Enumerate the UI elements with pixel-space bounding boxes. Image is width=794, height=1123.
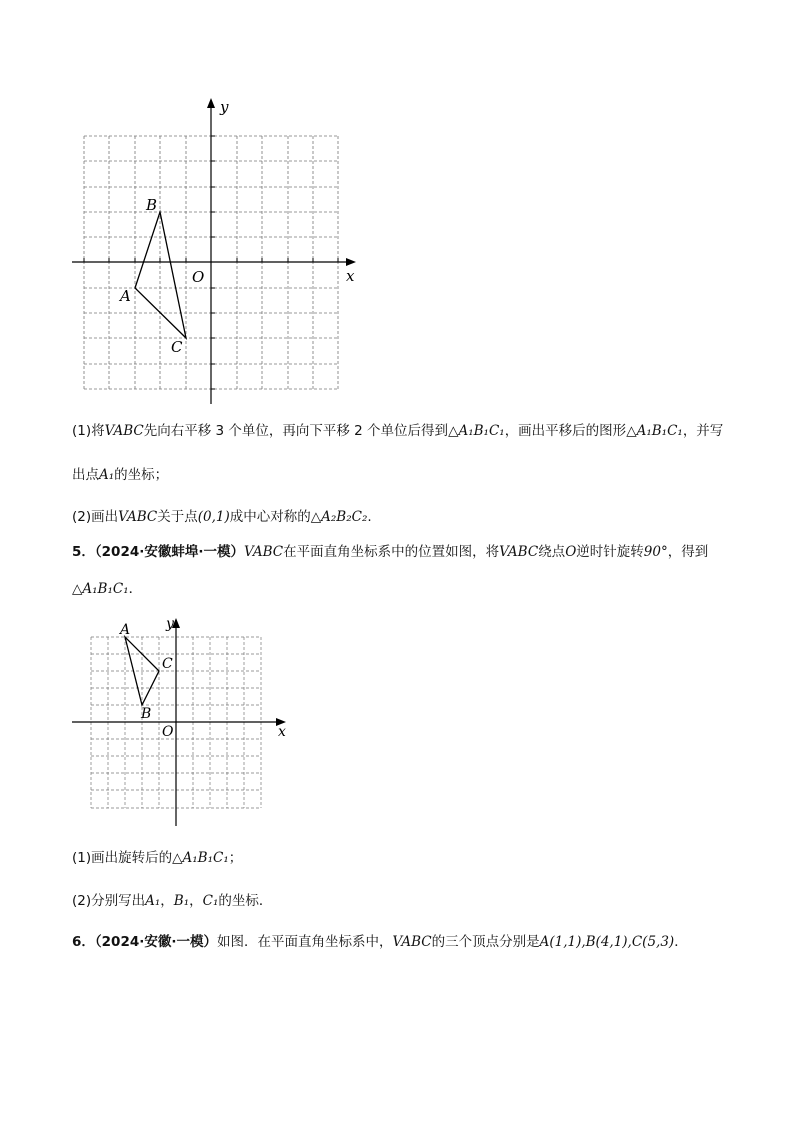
q5-part2: (2)分别写出A₁，B₁，C₁的坐标． [72, 893, 273, 909]
q4-part1-line1: (1)将VABC先向右平移 3 个单位，再向下平移 2 个单位后得到△A₁B₁C₁，画出平移后的图形△A₁B₁C₁，并写 [72, 423, 724, 439]
x-axis-label: x [346, 267, 355, 285]
coordinate-figure-2 [65, 610, 295, 830]
vertex-c-label: C [162, 656, 173, 672]
q4-part1-line2: 出点A₁的坐标； [72, 467, 169, 483]
x-axis-arrow [346, 258, 356, 266]
origin-label: O [162, 724, 174, 740]
vertex-a-label: A [120, 287, 131, 305]
q5-stem-line1: 5．（2024·安徽蚌埠·一模）VABC在平面直角坐标系中的位置如图，将VABC绕点O逆时针旋转90°，得到 [72, 544, 709, 560]
y-axis-label: y [220, 98, 229, 116]
q4-part2: (2)画出VABC关于点(0,1)成中心对称的△A₂B₂C₂. [72, 509, 372, 525]
origin-label: O [192, 268, 205, 286]
vertex-c-label: C [171, 338, 183, 356]
y-axis-arrow [207, 98, 215, 108]
q5-part1: (1)画出旋转后的△A₁B₁C₁； [72, 850, 243, 866]
coordinate-figure-1 [60, 95, 370, 410]
vertex-a-label: A [120, 622, 131, 638]
triangle-abc [135, 212, 186, 338]
vertex-b-label: B [146, 196, 158, 214]
x-axis-label: x [278, 724, 286, 740]
vertex-b-label: B [141, 706, 152, 722]
axes [72, 104, 350, 404]
q6-stem: 6．（2024·安徽·一模）如图．在平面直角坐标系中，VABC的三个顶点分别是A(1,1),B(4,1),C(5,3)． [72, 934, 688, 950]
y-axis-label: y [166, 616, 174, 632]
q5-stem-line2: △A₁B₁C₁． [72, 581, 143, 597]
